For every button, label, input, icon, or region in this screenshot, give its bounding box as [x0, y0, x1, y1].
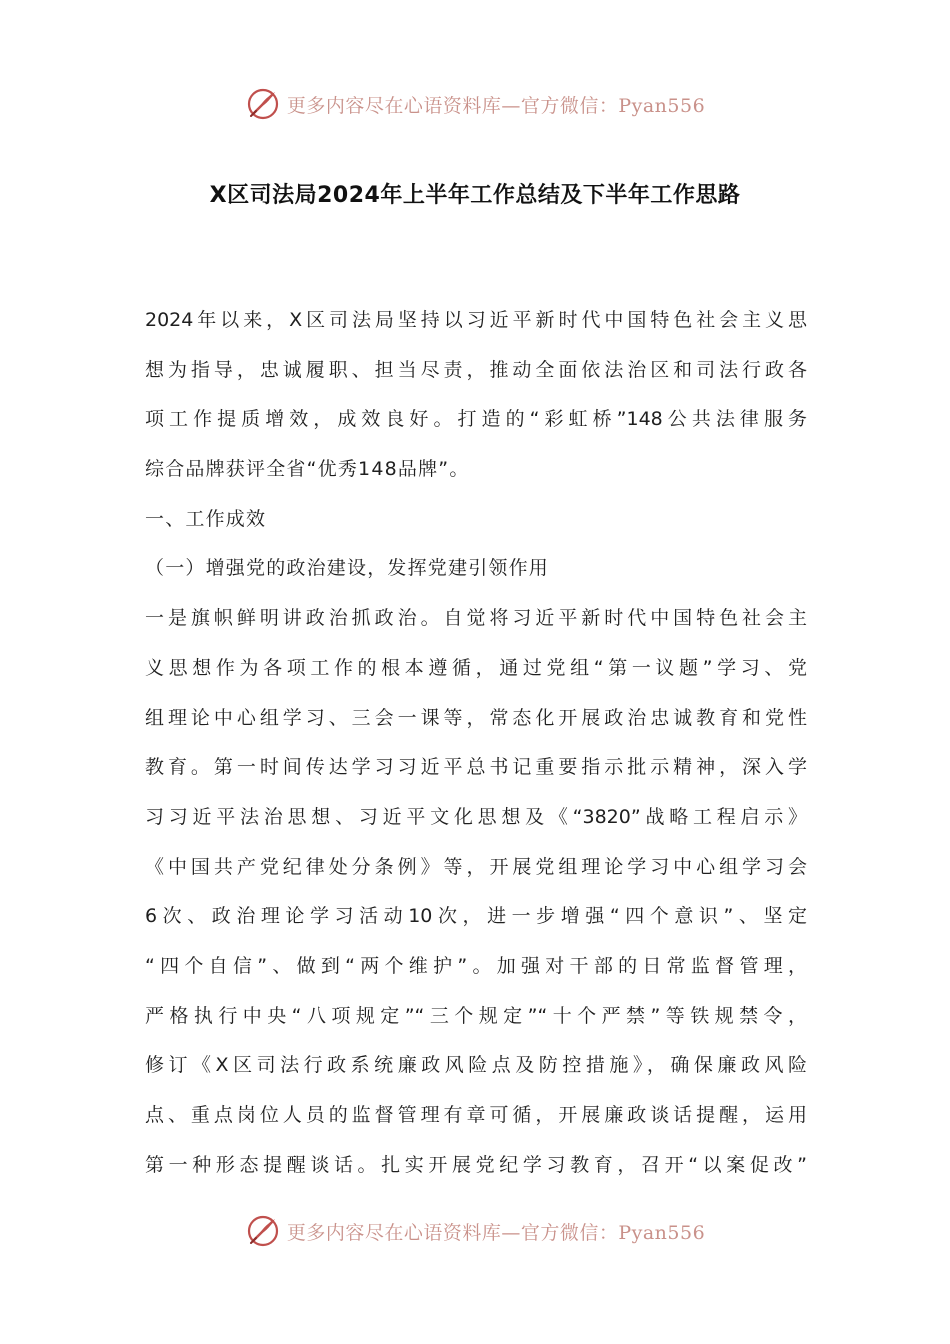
- body-line: 一是旗帜鲜明讲政治抓政治。自觉将习近平新时代中国特色社会主: [145, 607, 807, 630]
- document-body: [145, 296, 807, 1190]
- body-line: 严格执行中央“八项规定”“三个规定”“十个严禁”等铁规禁令，: [145, 1004, 807, 1027]
- body-line: 义思想作为各项工作的根本遵循，通过党组“第一议题”学习、党: [145, 656, 807, 679]
- body-line: 想为指导，忠诚履职、担当尽责，推动全面依法治区和司法行政各: [145, 358, 807, 381]
- quill-pen-logo-icon: [245, 1213, 281, 1249]
- watermark-text: 更多内容尽在心语资料库—官方微信：Pyan556: [286, 94, 706, 117]
- body-line: 点、重点岗位人员的监督管理有章可循，开展廉政谈话提醒，运用: [145, 1104, 807, 1126]
- quill-pen-logo-icon: [245, 86, 281, 122]
- watermark-banner-bottom: [0, 1211, 950, 1251]
- body-line: 习习近平法治思想、习近平文化思想及《“3820”战略工程启示》: [145, 805, 807, 828]
- watermark-text: 更多内容尽在心语资料库—官方微信：Pyan556: [286, 1221, 706, 1244]
- watermark-banner-top: [0, 84, 950, 124]
- body-line: 项工作提质增效，成效良好。打造的“彩虹桥”148公共法律服务: [145, 408, 807, 431]
- body-line: 教育。第一时间传达学习习近平总书记重要指示批示精神，深入学: [145, 756, 807, 779]
- subsection-heading: （一）增强党的政治建设，发挥党建引领作用: [145, 557, 550, 580]
- document-title: X区司法局2024年上半年工作总结及下半年工作思路: [209, 183, 741, 208]
- body-line: 2024年以来，X区司法局坚持以习近平新时代中国特色社会主义思: [145, 309, 807, 331]
- body-line: 修订《X区司法行政系统廉政风险点及防控措施》，确保廉政风险: [145, 1054, 807, 1077]
- body-line: 《中国共产党纪律处分条例》等，开展党组理论学习中心组学习会: [145, 855, 807, 878]
- section-heading: 一、工作成效: [145, 507, 267, 530]
- body-line: “四个自信”、做到“两个维护”。加强对干部的日常监督管理，: [145, 954, 807, 977]
- body-line: 6次、政治理论学习活动10次，进一步增强“四个意识”、坚定: [145, 905, 807, 928]
- body-line: 综合品牌获评全省“优秀148品牌”。: [145, 458, 470, 481]
- body-line: 组理论中心组学习、三会一课等，常态化开展政治忠诚教育和党性: [145, 706, 807, 729]
- body-line: 第一种形态提醒谈话。扎实开展党纪学习教育，召开“以案促改”: [145, 1153, 807, 1176]
